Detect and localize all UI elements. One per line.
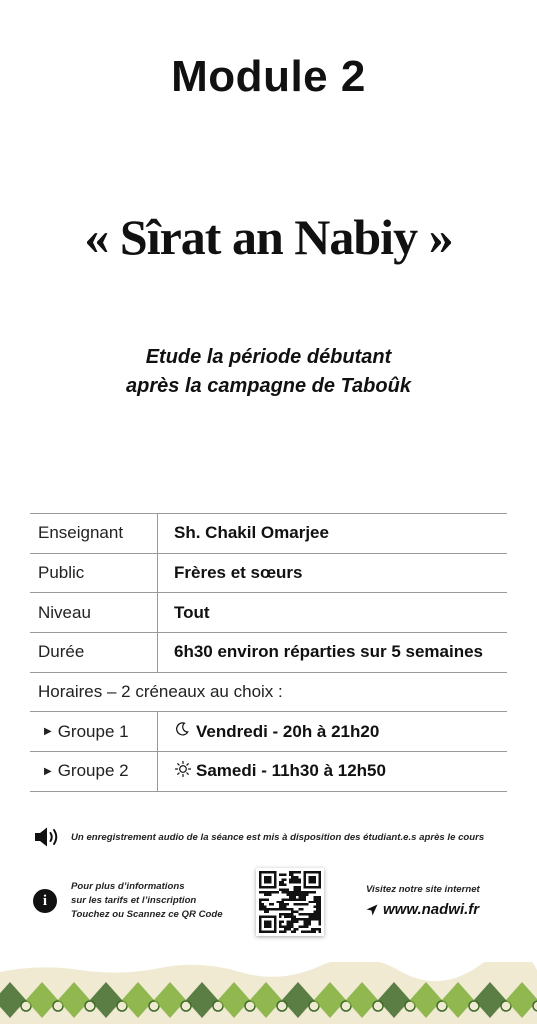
module-title: Module 2 — [171, 52, 366, 101]
audio-note-text: Un enregistrement audio de la séance est mis à disposition des étudiant.e.s après le cours — [71, 831, 485, 843]
qr-code-icon — [259, 871, 321, 933]
website-block — [366, 884, 480, 918]
schedule-header: Horaires – 2 créneaux au choix : — [38, 682, 283, 702]
decorative-pattern — [0, 962, 537, 1024]
table-row-group-2 — [30, 752, 507, 792]
visit-text: Visitez notre site internet — [366, 884, 480, 895]
row-value: Tout — [174, 602, 210, 622]
speaker-icon — [33, 826, 61, 848]
row-label: Durée — [30, 633, 158, 672]
group-1-schedule: Vendredi - 20h à 21h20 — [196, 721, 380, 741]
website-link[interactable] — [366, 901, 480, 918]
qr-code[interactable] — [256, 868, 324, 936]
group-label — [30, 752, 158, 791]
course-title: « Sîrat an Nabiy » — [84, 209, 453, 265]
caret-right-icon: ▶ — [44, 726, 52, 738]
moon-icon — [174, 721, 192, 742]
table-row-schedule-header — [30, 673, 507, 713]
info-line-1: Pour plus d’informations — [71, 881, 185, 892]
table-row-duration — [30, 633, 507, 673]
group-1-value — [158, 721, 379, 742]
info-line-2: sur les tarifs et l’inscription — [71, 895, 197, 906]
table-row-teacher — [30, 514, 507, 554]
info-text — [71, 880, 223, 922]
row-label: Niveau — [30, 593, 158, 632]
group-2-schedule: Samedi - 11h30 à 12h50 — [196, 761, 386, 781]
row-value: 6h30 environ réparties sur 5 semaines — [174, 642, 483, 662]
group-label — [30, 712, 158, 751]
sun-icon — [174, 760, 192, 783]
course-info-table — [30, 513, 507, 792]
subtitle-line-1: Etude la période débutant — [145, 346, 392, 368]
group-2-label: Groupe 2 — [57, 761, 129, 781]
audio-note — [33, 826, 513, 848]
group-1-label: Groupe 1 — [57, 721, 129, 741]
website-url[interactable]: www.nadwi.fr — [383, 901, 480, 918]
row-label: Enseignant — [30, 514, 158, 553]
location-arrow-icon — [366, 904, 378, 916]
table-row-public — [30, 554, 507, 594]
table-row-level — [30, 593, 507, 633]
table-row-group-1 — [30, 712, 507, 752]
info-icon: i — [33, 889, 57, 913]
caret-right-icon: ▶ — [44, 765, 52, 777]
course-subtitle — [0, 343, 537, 401]
row-label: Public — [30, 554, 158, 593]
group-2-value — [158, 760, 386, 783]
row-value: Sh. Chakil Omarjee — [174, 523, 329, 543]
info-line-3: Touchez ou Scannez ce QR Code — [71, 909, 223, 920]
info-block[interactable] — [33, 880, 223, 922]
row-value: Frères et sœurs — [174, 563, 303, 583]
subtitle-line-2: après la campagne de Taboûk — [126, 375, 411, 397]
